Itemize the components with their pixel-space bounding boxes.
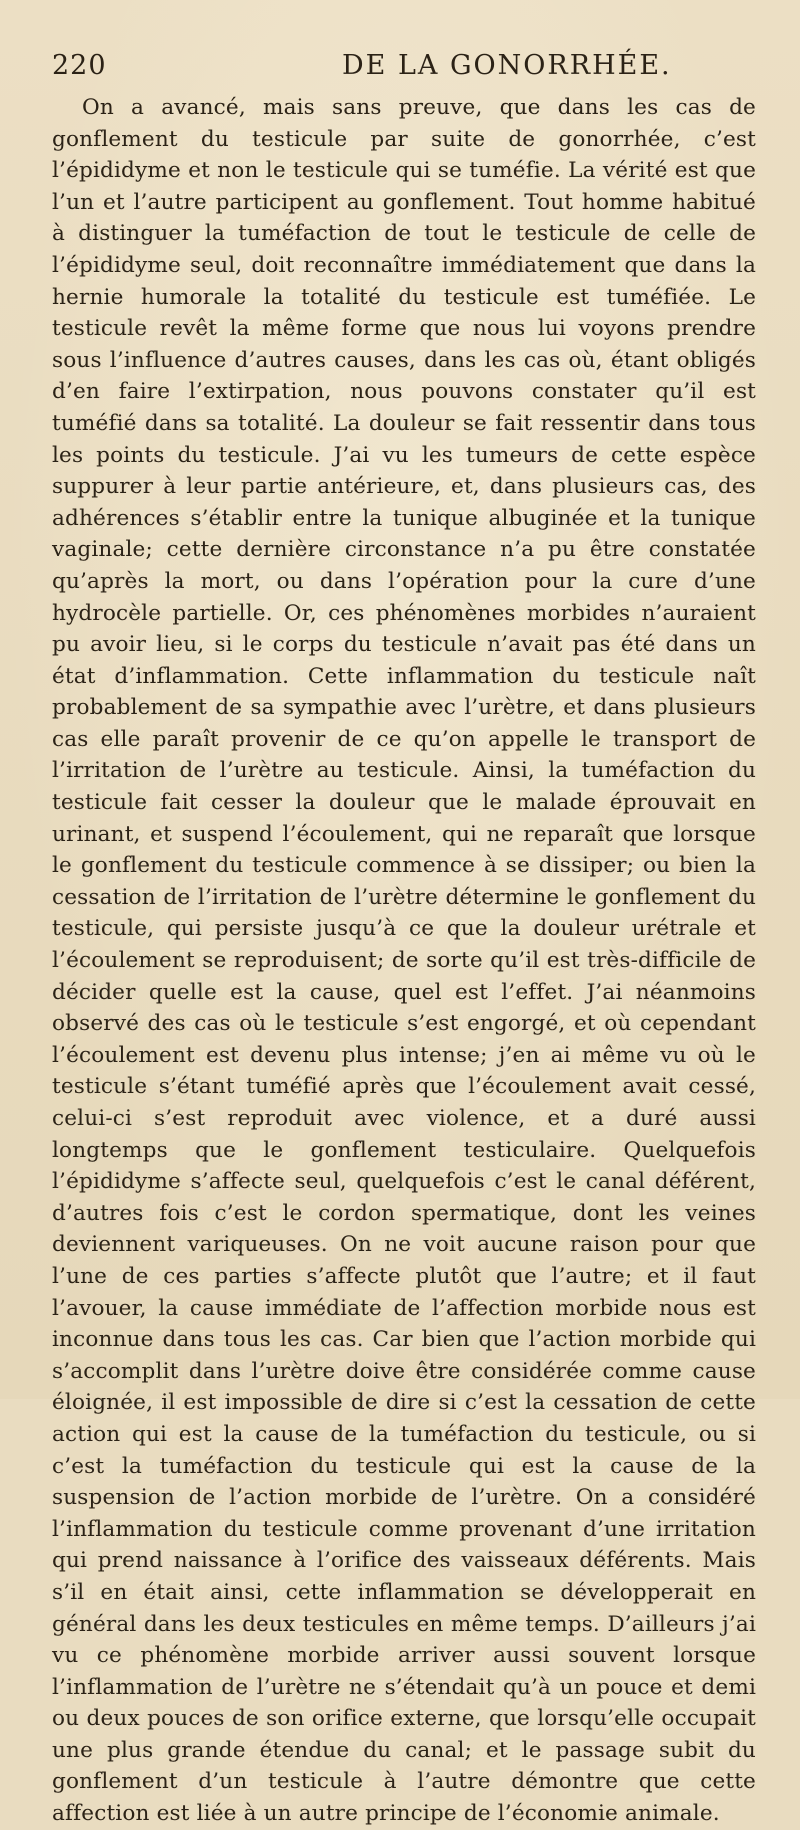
page-number: 220 <box>52 50 107 81</box>
running-title: DE LA GONORRHÉE. <box>342 50 672 81</box>
body-paragraph: On a avancé, mais sans preuve, que dans les cas de gonflement du testicule par suite de gonorrhée, c’est l’épididyme et non le testicule qui se tuméfie. La vérité est que l’un et l’autre participent au gonflement. Tout homme habitué à distinguer la tuméfaction de tout le testicule de celle de l’épididyme seul, doit reconnaître immédiatement que dans la hernie humorale la totalité du testicule est tuméfiée. Le testicule revêt la même forme que nous lui voyons prendre sous l’influence d’autres causes, dans les cas où, étant obligés d’en faire l’extirpation, nous pouvons constater qu’il est tuméfié dans sa totalité. La douleur se fait ressentir dans tous les points du testicule. J’ai vu les tumeurs de cette espèce suppurer à leur partie antérieure, et, dans plusieurs cas, des adhérences s’établir entre la tunique albuginée et la tunique vaginale; cette dernière circonstance n’a pu être constatée qu’après la mort, ou dans l’opération pour la cure d’une hydrocèle partielle. Or, ces phénomènes morbides n’auraient pu avoir lieu, si le corps du testicule n’avait pas été dans un état d’inflammation. Cette inflammation du testicule naît probablement de sa sympathie avec l’urètre, et dans plusieurs cas elle paraît provenir de ce qu’on appelle le transport de l’irritation de l’urètre au testicule. Ainsi, la tuméfaction du testicule fait cesser la douleur que le malade éprouvait en urinant, et suspend l’écoulement, qui ne reparaît que lorsque le gonflement du testicule commence à se dissiper; ou bien la cessation de l’irritation de l’urètre détermine le gonflement du testicule, qui persiste jusqu’à ce que la douleur urétrale et l’écoulement se reproduisent; de sorte qu’il est très-difficile de décider quelle est la cause, quel est l’effet. J’ai néanmoins observé des cas où le testicule s’est engorgé, et où cependant l’écoulement est devenu plus intense; j’en ai même vu où le testicule s’étant tuméfié après que l’écoulement avait cessé, celui-ci s’est reproduit avec violence, et a duré aussi longtemps que le gonflement testiculaire. Quelquefois l’épididyme s’affecte seul, quelquefois c’est le canal déférent, d’autres fois c’est le cordon spermatique, dont les veines deviennent variqueuses. On ne voit aucune raison pour que l’une de ces parties s’affecte plutôt que l’autre; et il faut l’avouer, la cause immédiate de l’affection morbide nous est inconnue dans tous les cas. Car bien que l’action morbide qui s’accomplit dans l’urètre doive être considérée comme cause éloignée, il est impossible de dire si c’est la cessation de cette action qui est la cause de la tuméfaction du testicule, ou si c’est la tuméfaction du testicule qui est la cause de la suspension de l’action morbide de l’urètre. On a considéré l’inflammation du testicule comme provenant d’une irritation qui prend naissance à l’orifice des vaisseaux déférents. Mais s’il en était ainsi, cette inflammation se développerait en général dans les deux testicules en même temps. D’ailleurs j’ai vu ce phénomène morbide arriver aussi souvent lorsque l’inflammation de l’urètre ne s’étendait qu’à un pouce et demi ou deux pouces de son orifice externe, que lorsqu’elle occupait une plus grande étendue du canal; et le passage subit du gonflement d’un testicule à l’autre démontre que cette affection est liée à un autre principe de l’économie animale. <box>52 95 756 1827</box>
running-head <box>52 50 756 90</box>
